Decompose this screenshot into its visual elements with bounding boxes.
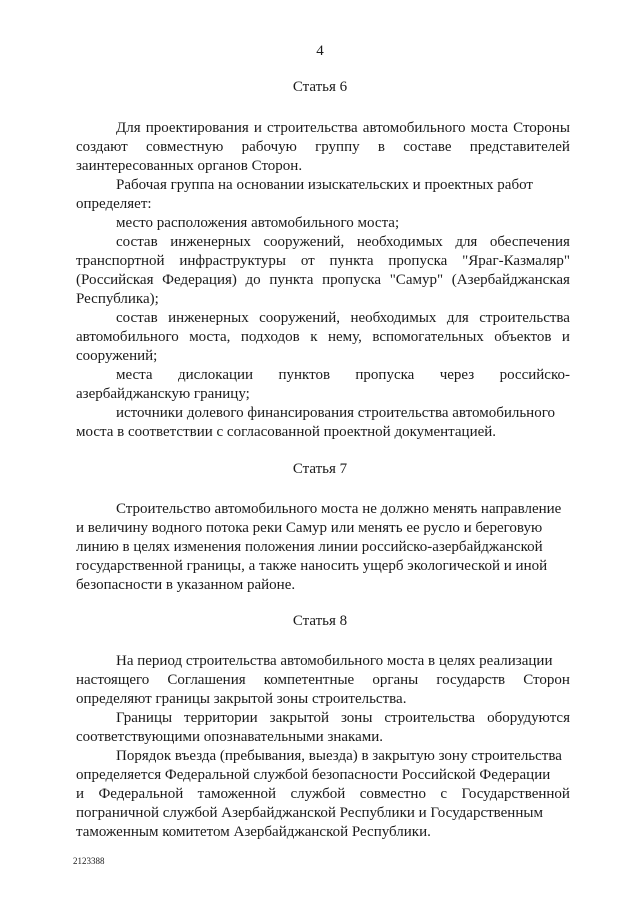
word: для <box>446 310 469 326</box>
word: строительства <box>479 310 570 326</box>
article-8-line-4 <box>116 709 570 727</box>
article-8-line-8 <box>76 785 570 803</box>
article-6-line-12 <box>76 328 570 346</box>
word: до <box>245 272 261 288</box>
word: автомобильного <box>362 120 466 136</box>
article-6-line-13: сооружений; <box>76 348 158 364</box>
article-6-line-10: Республика); <box>76 291 159 307</box>
word: государств <box>436 672 506 688</box>
word: (Российская <box>76 272 154 288</box>
article-8-line-10: таможенным комитетом Азербайджанской Республики. <box>76 824 431 840</box>
article-8-line-2 <box>76 671 570 689</box>
article-6-line-3: заинтересованных органов Сторон. <box>76 158 303 174</box>
article-6-line-4: Рабочая группа на основании изыскательских и проектных работ <box>116 177 533 193</box>
article-7-line-3: линию в целях изменения положения линии российско-азербайджанской <box>76 539 543 555</box>
word: состав <box>116 234 158 250</box>
word: закрытой <box>269 710 329 726</box>
word: для <box>455 234 478 250</box>
word: Соглашения <box>167 672 246 688</box>
article-6-heading: Статья 6 <box>292 79 348 95</box>
word: инфраструктуры <box>179 253 287 269</box>
word: через <box>439 367 475 383</box>
word: автомобильного <box>76 329 179 345</box>
word: службой <box>290 786 346 802</box>
word: и <box>561 329 570 345</box>
word: инженерных <box>170 234 251 250</box>
word: инженерных <box>168 310 249 326</box>
word: (Азербайджанская <box>451 272 570 288</box>
word: совместно <box>359 786 426 802</box>
word: представителей <box>469 139 570 155</box>
word: территории <box>184 710 258 726</box>
article-8-line-6: Порядок въезда (пребывания, выезда) в закрытую зону строительства <box>116 748 562 764</box>
word: компетентные <box>263 672 355 688</box>
word: транспортной <box>76 253 165 269</box>
article-6-line-6: место расположения автомобильного моста; <box>116 215 400 231</box>
word: пропуска <box>388 253 448 269</box>
word: Границы <box>116 710 173 726</box>
article-6-line-16: источники долевого финансирования строительства автомобильного <box>116 405 555 421</box>
word: рабочую <box>241 139 297 155</box>
word: пропуска <box>355 367 415 383</box>
word: вспомогательных <box>372 329 484 345</box>
word: пропуска <box>322 272 382 288</box>
word: состав <box>116 310 158 326</box>
article-7-line-4: государственной границы, а также наносить ущерб экологической и иной <box>76 558 548 574</box>
article-6-line-11 <box>116 309 570 327</box>
word: необходимых <box>350 310 437 326</box>
word: оборудуются <box>487 710 570 726</box>
word: строительства <box>384 710 476 726</box>
word: Государственной <box>461 786 570 802</box>
document-code: 2123388 <box>73 856 105 866</box>
word: моста, <box>189 329 231 345</box>
article-6-line-17: моста в соответствии с согласованной проектной документацией. <box>76 424 497 440</box>
word: нему, <box>327 329 362 345</box>
article-6-line-14 <box>116 366 570 384</box>
word: российско- <box>499 367 570 383</box>
word: сооружений, <box>263 234 345 250</box>
article-7-line-2: и величину водного потока реки Самур или менять ее русло и береговую <box>76 520 543 536</box>
word: Федерация) <box>162 272 237 288</box>
word: необходимых <box>356 234 443 250</box>
word: и <box>76 786 85 802</box>
article-6-line-8 <box>76 252 570 270</box>
word: обеспечения <box>489 234 570 250</box>
article-8-line-7: определяется Федеральной службой безопасности Российской Федерации <box>76 767 551 783</box>
word: создают <box>76 139 128 155</box>
word: к <box>310 329 318 345</box>
word: проектирования <box>145 120 249 136</box>
word: подходов <box>240 329 300 345</box>
article-8-line-5: соответствующими опознавательными знаками. <box>76 729 384 745</box>
word: дислокации <box>177 367 254 383</box>
article-6-line-9 <box>76 271 570 289</box>
word: составе <box>403 139 452 155</box>
word: строительства <box>266 120 358 136</box>
article-8-heading: Статья 8 <box>292 613 348 629</box>
article-6-line-5: определяет: <box>76 196 152 212</box>
article-8-line-9: пограничной службой Азербайджанской Республики и Государственным <box>76 805 543 821</box>
word: Сторон <box>523 672 570 688</box>
word: таможенной <box>197 786 277 802</box>
article-6-line-2 <box>76 138 570 156</box>
word: зоны <box>340 710 373 726</box>
article-6-line-1 <box>116 119 570 137</box>
word: группу <box>315 139 360 155</box>
word: Федеральной <box>98 786 184 802</box>
word: "Самур" <box>389 272 444 288</box>
word: в <box>377 139 385 155</box>
word: и <box>253 120 262 136</box>
word: Стороны <box>513 120 570 136</box>
word: Для <box>116 120 141 136</box>
word: пункта <box>269 272 314 288</box>
word: "Яраг-Казмаляр" <box>462 253 570 269</box>
word: с <box>440 786 448 802</box>
word: настоящего <box>76 672 150 688</box>
word: сооружений, <box>259 310 341 326</box>
article-6-line-15: азербайджанскую границу; <box>76 386 250 402</box>
word: места <box>116 367 153 383</box>
word: моста <box>470 120 509 136</box>
page-number: 4 <box>316 43 324 59</box>
word: объектов <box>494 329 552 345</box>
article-7-line-5: безопасности в указанном районе. <box>76 577 296 593</box>
word: совместную <box>145 139 224 155</box>
article-8-line-3: определяют границы закрытой зоны строительства. <box>76 691 407 707</box>
word: пункта <box>329 253 374 269</box>
word: органы <box>372 672 419 688</box>
word: от <box>300 253 315 269</box>
word: пунктов <box>278 367 331 383</box>
article-7-line-1: Строительство автомобильного моста не должно менять направление <box>116 501 562 517</box>
article-7-heading: Статья 7 <box>292 461 348 477</box>
article-6-line-7 <box>116 233 570 251</box>
article-8-line-1: На период строительства автомобильного моста в целях реализации <box>116 653 553 669</box>
